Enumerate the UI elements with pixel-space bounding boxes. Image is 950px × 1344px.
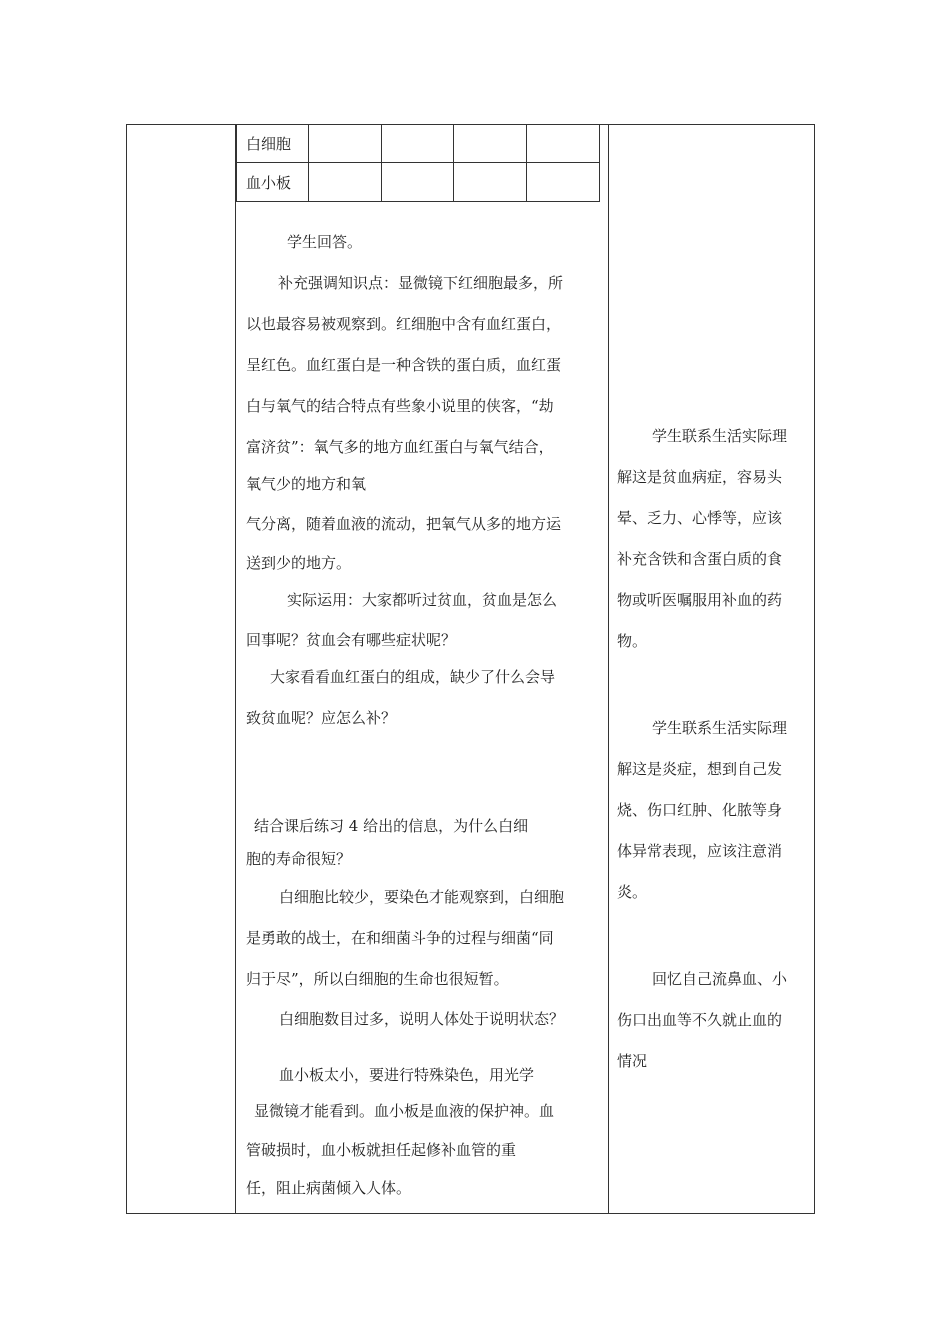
text-line: 管破损时，血小板就担任起修补血管的重 xyxy=(246,1141,517,1159)
column-divider-left xyxy=(235,124,236,1214)
text-line: 氧气少的地方和氧 xyxy=(246,475,367,493)
text-line: 送到少的地方。 xyxy=(246,554,352,572)
text-line: 胞的寿命很短？ xyxy=(246,850,352,868)
text-line: 归于尽”，所以白细胞的生命也很短暂。 xyxy=(246,970,509,988)
text-line: 是勇敢的战士，在和细菌斗争的过程与细菌“同 xyxy=(246,929,554,947)
column-divider-right xyxy=(608,124,609,1214)
student-answer: 学生回答。 xyxy=(287,233,363,251)
text-line: 补充含铁和含蛋白质的食 xyxy=(617,550,783,568)
table-row xyxy=(237,124,600,163)
text-line: 伤口出血等不久就止血的 xyxy=(617,1011,783,1029)
table-cell xyxy=(381,124,454,163)
text-line: 回忆自己流鼻血、小 xyxy=(652,970,788,988)
text-line: 解这是炎症，想到自己发 xyxy=(617,760,783,778)
text-line: 解这是贫血病症，容易头 xyxy=(617,468,783,486)
text-line: 学生联系生活实际理 xyxy=(652,427,788,445)
text-line: 呈红色。血红蛋白是一种含铁的蛋白质，血红蛋 xyxy=(246,356,562,374)
text-line: 气分离，随着血液的流动，把氧气从多的地方运 xyxy=(246,515,562,533)
text-line: 致贫血呢？应怎么补？ xyxy=(246,709,397,727)
table-row xyxy=(237,163,600,202)
text-line: 实际运用：大家都听过贫血，贫血是怎么 xyxy=(287,591,558,609)
text-line: 学生联系生活实际理 xyxy=(652,719,788,737)
text-line: 白细胞比较少，要染色才能观察到，白细胞 xyxy=(279,888,565,906)
table-cell xyxy=(381,163,454,202)
text-line: 情况 xyxy=(617,1052,648,1070)
text-line: 物。 xyxy=(617,632,648,650)
text-line: 烧、伤口红肿、化脓等身 xyxy=(617,801,783,819)
text-line: 大家看看血红蛋白的组成，缺少了什么会导 xyxy=(270,668,556,686)
table-cell xyxy=(308,124,381,163)
table-cell xyxy=(527,163,600,202)
table-cell xyxy=(454,163,527,202)
text-line: 晕、乏力、心悸等，应该 xyxy=(617,509,783,527)
text-line: 以也最容易被观察到。红细胞中含有血红蛋白， xyxy=(246,315,562,333)
text-line: 结合课后练习 4 给出的信息，为什么白细 xyxy=(254,817,529,835)
text-line: 回事呢？贫血会有哪些症状呢？ xyxy=(246,631,457,649)
text-line: 炎。 xyxy=(617,883,648,901)
table-cell xyxy=(527,124,600,163)
row-label-white-blood-cell: 白细胞 xyxy=(237,124,309,163)
table-cell xyxy=(308,163,381,202)
text-line: 显微镜才能看到。血小板是血液的保护神。血 xyxy=(254,1102,555,1120)
text-line: 白细胞数目过多，说明人体处于说明状态？ xyxy=(279,1010,565,1028)
text-line: 补充强调知识点：显微镜下红细胞最多，所 xyxy=(278,274,564,292)
text-line: 富济贫”：氧气多的地方血红蛋白与氧气结合， xyxy=(246,438,554,456)
text-line: 任，阻止病菌倾入人体。 xyxy=(246,1179,412,1197)
cell-observation-table xyxy=(236,124,600,202)
text-line: 血小板太小，要进行特殊染色，用光学 xyxy=(279,1066,535,1084)
text-line: 白与氧气的结合特点有些象小说里的侠客，“劫 xyxy=(246,397,554,415)
row-label-platelet: 血小板 xyxy=(237,163,309,202)
text-line: 物或听医嘱服用补血的药 xyxy=(617,591,783,609)
table-cell xyxy=(454,124,527,163)
text-line: 体异常表现，应该注意消 xyxy=(617,842,783,860)
